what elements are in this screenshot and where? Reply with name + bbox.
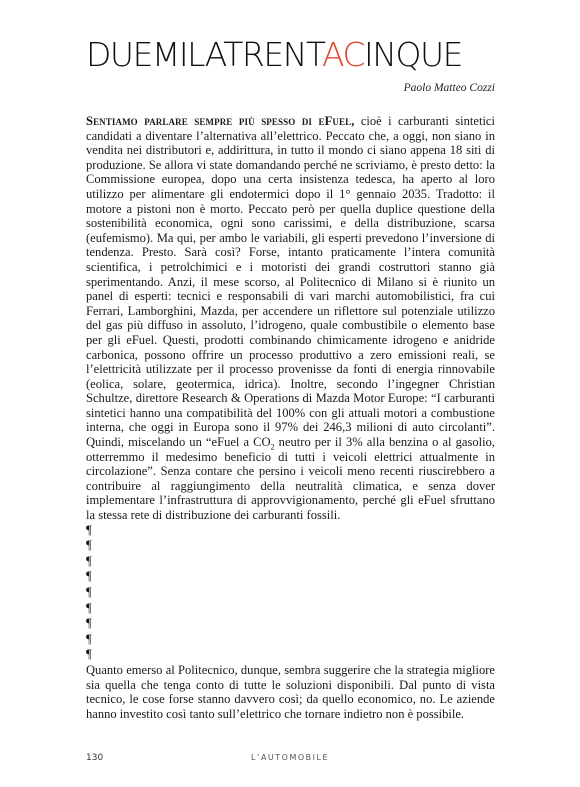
pilcrow-mark: ¶ [86, 522, 92, 537]
pilcrow-mark: ¶ [86, 569, 92, 584]
article-body [86, 114, 495, 721]
paragraph-1-end: neutro per il 3% alla benzina o al gasolio, otterremmo il medesimo beneficio di tutti i veicoli elettrici attualmente in circolazione”. Senza contare che persino i veicoli meno recenti riuscirebbero a contribuire al raggiungimento della neutralità climatica, e senza dover implementare l’infrastruttura di approvvigionamento, perché gli eFuel sfruttano la stessa rete di distribuzione dei carburanti fossili. [86, 435, 495, 523]
pilcrow-mark: ¶ [86, 631, 92, 646]
paragraph-2: Quanto emerso al Politecnico, dunque, sembra suggerire che la strategia migliore sia quella che tenga conto di tutte le soluzioni disponibili. Dal punto di vista tecnico, le cose forse stanno davvero così; da quello economico, no. Le aziende hanno investito così tanto sull’elettrico che tornare indietro non è possibile. [86, 662, 495, 721]
pilcrow-mark: ¶ [86, 585, 92, 599]
pilcrow-mark: ¶ [86, 553, 92, 568]
page-title [86, 35, 462, 74]
paragraph-1-text: cioè i carburanti sintetici candidati a diventare l’alternativa all’elettrico. Peccato che, a oggi, non siano in vendita nei distributori e, addirittura, in tutto il mondo ci siano appena 18 siti di produzione. Se allora vi state domandando perché ne scriviamo, è presto detto: la Commissione europea, dopo una certa insistenza tedesca, ha aperto al loro utilizzo per alimentare gli endotermici dopo il 1° gennaio 2035. Tradotto: il motore a pistoni non è morto. Peccato però per quella duplice questione della sostenibilità economica, ogni sono carissimi, e della distribuzione, scarsa (eufemismo). Ma qui, per ambo le variabili, gli esperti prevedono l’inversione di tendenza. Presto. Sarà così? Forse, intanto praticamente l’intera comunità scientifica, i petrolchimici e i motoristi dei grandi costruttori stanno già sperimentando. Anzi, il mese scorso, al Politecnico di Milano si è riunito un panel di esperti: tecnici e responsabili di vari marchi automobilistici, fra cui Ferrari, Lamborghini, Mazda, per accendere un riflettore sul potenziale utilizzo del gas più diffuso in assoluto, l’idrogeno, quale combustibile o elemento base per gli eFuel. Questi, prodotti combinando chimicamente idrogeno e anidride carbonica, possono offrire un processo produttivo a zero emissioni reali, se l’elettricità utilizzate per il processo provenisse da fonti di energia rinnovabile (eolica, solare, geotermica, idrica). Inoltre, secondo l’ingegner Christian Schultze, direttore Research & Operations di Mazda Motor Europe: “I carburanti sintetici hanno una compatibilità del 100% con gli attuali motori a combustione interna, che oggi in Europa sono il 97% dei 246,3 milioni di auto circolanti”. Quindi, miscelando un “eFuel a CO [86, 114, 495, 450]
title-part-2: INQUE [364, 35, 462, 74]
lead-in: Sentiamo parlare sempre più spesso di eFuel, [86, 114, 355, 128]
title-accent: AC [322, 35, 365, 74]
page-number: 130 [86, 753, 104, 763]
pilcrow-mark: ¶ [86, 600, 92, 615]
pilcrow-block [86, 523, 495, 663]
pilcrow-mark: ¶ [86, 538, 92, 553]
author-byline: Paolo Matteo Cozzi [403, 82, 495, 94]
subscript-2: 2 [270, 442, 275, 452]
paragraph-1 [86, 114, 495, 523]
pilcrow-mark: ¶ [86, 647, 92, 662]
title-part-1: DUEMILATRENT [86, 35, 322, 74]
pilcrow-mark: ¶ [86, 616, 92, 631]
magazine-name: L’AUTOMOBILE [250, 753, 330, 762]
